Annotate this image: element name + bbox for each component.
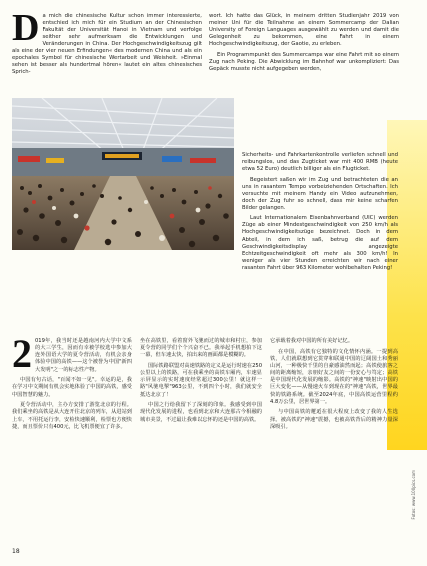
paragraph: 夏令营活动中，主办方安排了游览北京的行程。我们乘坐的高铁是从大连开往北京的列车，从进站到上车，不用托运行李，安检快速顺利，检票也方便快捷，而且票价只有400元，比飞机票便宜了许多。 [12, 402, 132, 430]
german-column-top-left [12, 7, 202, 80]
paragraph: Ein Programmpunkt des Summercamps war eine Fahrt mit so einem Zug nach Peking. Die Abwicklung im Bahnhof war unkompliziert: Das Gepäck musste nicht aufgegeben werden, [209, 51, 399, 72]
paragraph: a mich die chinesische Kultur schon immer interessierte, entschied ich mich für ein Studium an der Chinesischen Fakultät der Universität Hanoi in Vietnam und verfolge seither sehr aufmerksam die Entwicklungen und Veränderungen in China. Der Hochgeschwindigkeitszug gilt als eine der vier neuen Erfindungen« des modernen China und als ein epochales Symbol für chinesische Wertarbeit und Weisheit. »Einmal sehen ist besser als hundertmal hören« lautet ein altes chinesisches Sprich- [12, 13, 202, 76]
paragraph: Begeistert saßen wir im Zug und betrachteten die an uns in rasantem Tempo vorbeiziehenden Ortschaften. Ich versuchte mit meinem Handy ein Video aufzunehmen, doch der Zug fuhr so schnell, dass mir keine scharfen Bilder gelangen. [242, 176, 398, 211]
paragraph: 中国之行给我留下了深刻的印象。我感受到中国现代化发展的进程，也看到北京和大连那古今相融的城市美景，不过最让我难以忘怀的还是中国的高铁。 [140, 402, 262, 423]
paragraph: 与中国高铁的邂逅在很大程度上改变了我的人生选择。被高铁的"神速"震撼，也被高铁背后的精神力量深深吸引。 [270, 409, 398, 430]
page-number: 18 [12, 548, 20, 555]
paragraph: 国际铁路联盟对高速铁路的定义是运行时速在250公里以上的铁路，可在我乘坐的高铁车厢内，车速显示屏显示的实时速度经常超过300公里！就这样一路"风驰电掣"963公里，不到四个小时，我们就安全抵达北京了！ [140, 362, 262, 398]
paragraph: Sicherheits- und Fahrkartenkontrolle verliefen schnell und reibungslos, und das Zugticket war mit 400 RMB (heute etwa 52 Euro) deutlich billiger als ein Flugticket. [242, 152, 398, 173]
german-column-top-right [209, 13, 399, 76]
chinese-column-2 [140, 338, 262, 427]
paragraph: 在中国，高铁有它独特的文化情怀内涵。一提到高铁，人们就联想到它贯穿和联通中国的辽阔国土和秀丽山河，一种极快千里的自豪感油然而起；高铁使旅客之间的距离缩短，亲朋好友之间的一份安心与笃定；高铁是中国现代化发展的缩影。高铁的"神速"映射出中国的巨大变化——从慢速火车到现在的"神速"高铁，世界最快的铁路系统。截至2024年底，中国高铁运营里程约4.8万公里，居世界第一。 [270, 348, 398, 405]
chinese-column-3 [270, 338, 398, 434]
paragraph: 中国有句古话，"百闻不如一见"。幸运的是，我在学习中文期间有机会实地体验了中国的高铁，感受中国智慧的魅力。 [12, 377, 132, 398]
paragraph: Laut Internationalem Eisenbahnverband (UIC) werden Züge ab einer Mindestgeschwindigkeit von 250 km/h als Hochgeschwindigkeitszüge bezeichnet. Doch in dem Abteil, in dem ich saß, betrug die auf dem Geschwindigkeitsdisplay angezeigte Echtzeitgeschwindigkeit oft mehr als 300 km/h! In weniger als vier Stunden erreichten wir nach einer rasanten Fahrt über 963 Kilometer wohlbehalten Peking! [242, 215, 398, 271]
drop-cap-2: 2 [12, 331, 32, 376]
german-column-right [242, 152, 398, 275]
photo-credit: Fotos: www.100pics.com [411, 470, 416, 520]
paragraph: 坐在高铁里，看着窗外飞驰而过的城市和村庄，参加夏令营的同学们个个兴奋不已。我举起手机想拍下这一幕，但车速太快，拍出来的画面都是模糊的。 [140, 338, 262, 359]
paragraph: 它承载着我对中国的所有美好记忆。 [270, 338, 354, 344]
train-station-hall-photo [12, 98, 234, 250]
paragraph: wort. Ich hatte das Glück, in meinem dritten Studienjahr 2019 von meiner Uni für die Teilnahme an einem Sommercamp der Dalian University of Foreign Languages ausgewählt zu werden und damit die Gelegenheit zu bekommen, eine Fahrt in einem Hochgeschwindigkeitszug, der Gaotie, zu erleben. [209, 13, 399, 48]
station-illustration [12, 98, 234, 250]
chinese-column-1 [12, 331, 132, 434]
paragraph: 019年，我当时还是越南河内大学中文系的大三学生，因而有幸被学校选中参加大连外国语大学的夏令营活动，有机会亲身体验中国的高铁——这个被誉为中国"新四大发明"之一的标志性产物。 [35, 338, 132, 373]
drop-cap-d: D [12, 7, 40, 49]
